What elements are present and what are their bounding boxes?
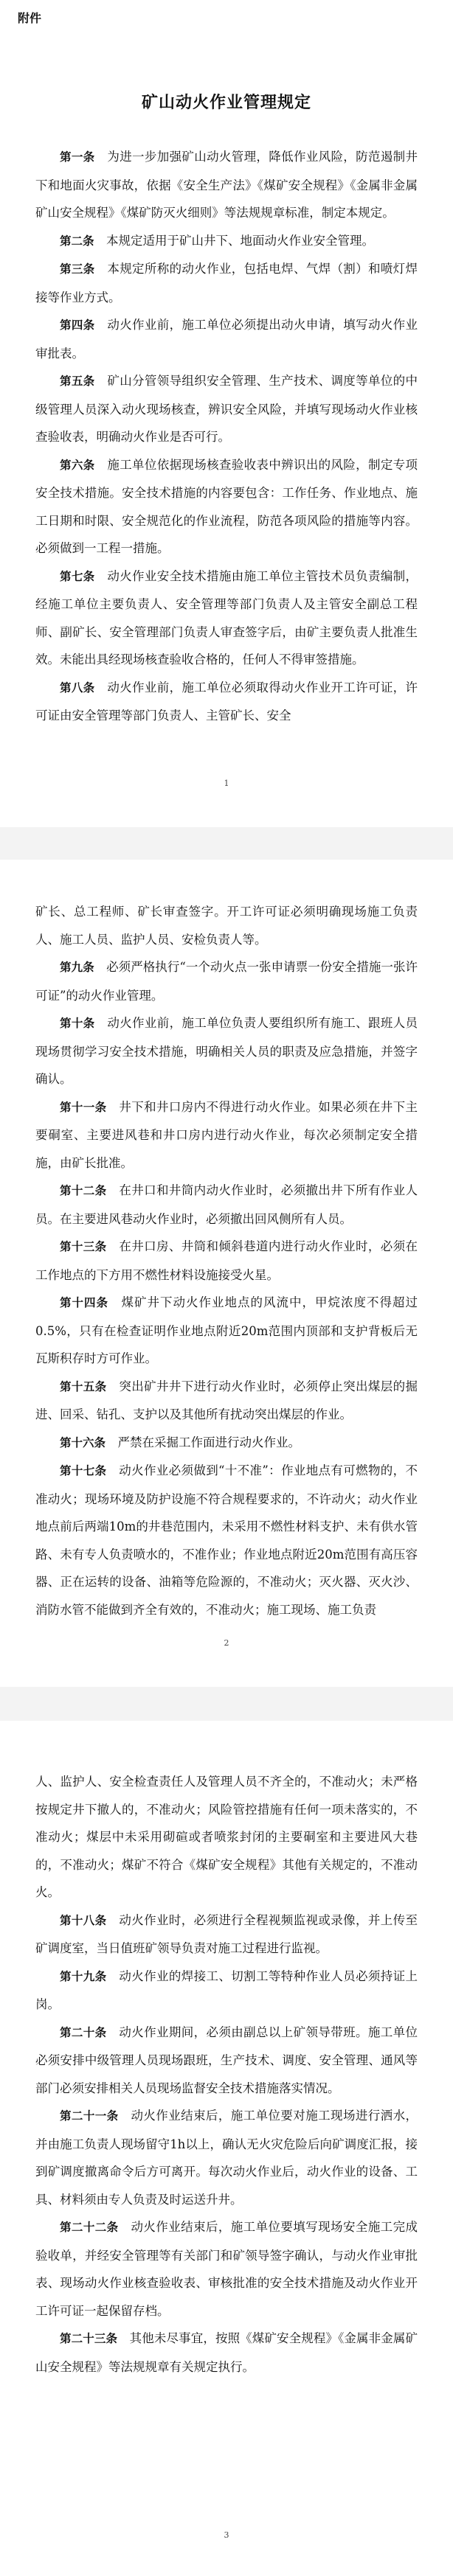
- article-paragraph: [35, 1233, 418, 1289]
- article-text: 动火作业前，施工单位必须取得动火作业开工许可证，许可证由安全管理等部门负责人、主管矿长、安全: [35, 680, 418, 723]
- article-number: 第四条: [60, 318, 95, 332]
- article-number: 第十八条: [60, 1913, 107, 1927]
- article-paragraph: [35, 2213, 418, 2325]
- article-text: 动火作业必须做到“十不准”：作业地点有可燃物的，不准动火；现场环境及防护设施不符合规程要求的，不许动火；动火作业地点前后两端10m的井巷范围内，未采用不燃性材料支护、未有供水管路、未有专人负责喷水的，不准作业；作业地点附近20m范围有高压容器、正在运转的设备、油箱等危险源的，不准动火；灭火器、灭火沙、消防水管不能做到齐全有效的，不准动火；施工现场、施工负责: [35, 1463, 418, 1617]
- article-paragraph: [35, 1177, 418, 1233]
- article-number: 第十五条: [60, 1379, 107, 1393]
- article-paragraph: [35, 2102, 418, 2213]
- article-text: 本规定所称的动火作业，包括电焊、气焊（割）和喷灯焊接等作业方式。: [35, 262, 418, 304]
- article-number: 第十一条: [60, 1100, 107, 1114]
- article-text: 动火作业的焊接工、切割工等特种作业人员必须持证上岗。: [35, 1968, 418, 2011]
- article-text: 突出矿井井下进行动火作业时，必须停止突出煤层的掘进、回采、钻孔、支护以及其他所有扰动突出煤层的作业。: [35, 1379, 418, 1421]
- article-number: 第二条: [60, 234, 94, 248]
- article-text: 矿山分管领导组织安全管理、生产技术、调度等单位的中级管理人员深入动火现场核查，辨识安全风险，并填写现场动火作业核查验收表，明确动火作业是否可行。: [35, 374, 418, 444]
- article-text: 人、监护人、安全检查责任人及管理人员不齐全的，不准动火；未严格按规定井下撤人的，不准动火；风险管控措施有任何一项未落实的，不准动火；煤层中未采用砌碹或者喷浆封闭的主要硐室和主要进风大巷的，不准动火；煤矿不符合《煤矿安全规程》其他有关规定的，不准动火。: [35, 1775, 418, 1899]
- article-text: 必须严格执行“一个动火点一张申请票一份安全措施一张许可证”的动火作业管理。: [35, 960, 418, 1003]
- article-text: 为进一步加强矿山动火管理，降低作业风险，防范遏制井下和地面火灾事故，依据《安全生产法》《煤矿安全规程》《金属非金属矿山安全规程》《煤矿防灭火细则》等法规规章标准，制定本规定。: [35, 150, 418, 220]
- article-paragraph: [35, 1373, 418, 1429]
- article-paragraph: [35, 143, 418, 227]
- page-3: [0, 1721, 453, 2576]
- article-number: 第十七条: [60, 1464, 107, 1477]
- page-2: [0, 860, 453, 1687]
- article-paragraph: [35, 1289, 418, 1373]
- article-paragraph: [35, 953, 418, 1009]
- article-text: 动火作业前，施工单位负责人要组织所有施工、跟班人员现场贯彻学习安全技术措施，明确相关人员的职责及应急措施，并签字确认。: [35, 1016, 418, 1086]
- page-number: 2: [224, 1638, 229, 1648]
- article-paragraph: [35, 451, 418, 563]
- article-number: 第八条: [60, 680, 95, 695]
- annex-label: 附件: [18, 11, 42, 25]
- article-paragraph: [35, 1009, 418, 1093]
- article-number: 第十四条: [60, 1296, 108, 1309]
- article-paragraph: [35, 2325, 418, 2381]
- article-text: 动火作业安全技术措施由施工单位主管技术员负责编制，经施工单位主要负责人、安全管理等部门负责人及主管安全副总工程师、副矿长、安全管理部门负责人审查签字后，由矿主要负责人批准生效。未能出具经现场核查验收合格的，任何人不得审签措施。: [35, 568, 418, 666]
- article-number: 第一条: [60, 150, 95, 164]
- page-number: 1: [224, 779, 229, 788]
- article-text: 本规定适用于矿山井下、地面动火作业安全管理。: [106, 233, 375, 248]
- article-paragraph: [35, 227, 418, 256]
- article-paragraph: [35, 1907, 418, 1963]
- article-text: 煤矿井下动火作业地点的风流中，甲烷浓度不得超过0.5%，只有在检查证明作业地点附近20m范围内顶部和支护背板后无瓦斯积存时方可作业。: [35, 1295, 418, 1365]
- article-number: 第二十条: [60, 2025, 107, 2039]
- article-text: 动火作业时，必须进行全程视频监视或录像，并上传至矿调度室，当日值班矿领导负责对施工过程进行监视。: [35, 1912, 418, 1955]
- article-text: 其他未尽事宜，按照《煤矿安全规程》《金属非金属矿山安全规程》等法规规章有关规定执行。: [35, 2331, 418, 2374]
- article-number: 第七条: [60, 569, 95, 583]
- article-paragraph: [35, 311, 418, 367]
- article-number: 第五条: [60, 375, 95, 388]
- article-paragraph: [35, 1429, 418, 1458]
- page-2-body: [35, 898, 418, 1623]
- article-number: 第十三条: [60, 1240, 107, 1253]
- article-number: 第三条: [60, 262, 95, 276]
- article-text: 施工单位依据现场核查验收表中辨识出的风险，制定专项安全技术措施。安全技术措施的内容要包含：工作任务、作业地点、施工日期和时限、安全规范化的作业流程，防范各项风险的措施等内容。必须做到一工程一措施。: [35, 457, 418, 555]
- article-number: 第二十三条: [60, 2332, 118, 2345]
- article-text: 动火作业结束后，施工单位要对施工现场进行洒水，并由施工负责人现场留守1h以上，确认无火灾危险后向矿调度汇报，接到矿调度撤离命令后方可离开。每次动火作业后，动火作业的设备、工具、材料须由专人负责及时运送升井。: [35, 2109, 418, 2207]
- page-number: 3: [224, 2530, 229, 2540]
- article-text: 井下和井口房内不得进行动火作业。如果必须在井下主要硐室、主要进风巷和井口房内进行动火作业，每次必须制定安全措施，由矿长批准。: [35, 1099, 418, 1170]
- article-number: 第十二条: [60, 1184, 107, 1197]
- article-number: 第十条: [60, 1017, 95, 1030]
- article-text: 矿长、总工程师、矿长审查签字。开工许可证必须明确现场施工负责人、施工人员、监护人员、安检负责人等。: [35, 905, 418, 947]
- article-paragraph: [35, 1093, 418, 1177]
- article-paragraph: [35, 367, 418, 451]
- page-gap: [0, 827, 453, 860]
- page-1: [0, 0, 453, 827]
- article-paragraph: [35, 1768, 418, 1907]
- article-text: 严禁在采掘工作面进行动火作业。: [117, 1435, 301, 1449]
- article-paragraph: [35, 1457, 418, 1623]
- article-text: 动火作业前，施工单位必须提出动火申请，填写动火作业审批表。: [35, 318, 418, 361]
- article-paragraph: [35, 2019, 418, 2103]
- article-text: 动火作业期间，必须由副总以上矿领导带班。施工单位必须安排中级管理人员现场跟班，生产技术、调度、安全管理、通风等部门必须安排相关人员现场监督安全技术措施落实情况。: [35, 2025, 418, 2095]
- article-number: 第六条: [60, 458, 95, 472]
- page-gap: [0, 1687, 453, 1721]
- article-number: 第二十二条: [60, 2221, 119, 2234]
- article-paragraph: [35, 898, 418, 953]
- document-title: 矿山动火作业管理规定: [141, 94, 311, 112]
- article-text: 在井口房、井筒和倾斜巷道内进行动火作业时，必须在工作地点的下方用不燃性材料设施接受火星。: [35, 1239, 418, 1282]
- article-text: 动火作业结束后，施工单位要填写现场安全施工完成验收单，并经安全管理等有关部门和矿领导签字确认，与动火作业审批表、现场动火作业核查验收表、审核批准的安全技术措施及动火作业开工许可证一起保留存档。: [35, 2220, 418, 2318]
- article-number: 第十六条: [60, 1435, 106, 1449]
- article-number: 第十九条: [60, 1969, 107, 1983]
- article-paragraph: [35, 255, 418, 311]
- article-paragraph: [35, 563, 418, 674]
- page-1-body: [35, 143, 418, 730]
- article-paragraph: [35, 674, 418, 730]
- article-paragraph: [35, 1963, 418, 2019]
- page-3-body: [35, 1768, 418, 2381]
- article-number: 第九条: [60, 961, 94, 974]
- article-number: 第二十一条: [60, 2109, 119, 2123]
- article-text: 在井口和井筒内动火作业时，必须撤出井下所有作业人员。在主要进风巷动火作业时，必须撤出回风侧所有人员。: [35, 1183, 418, 1226]
